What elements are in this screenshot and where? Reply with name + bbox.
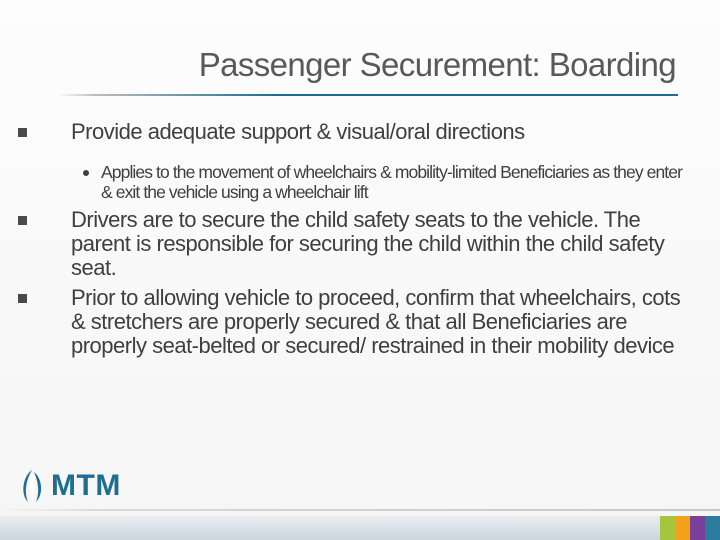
- color-swatch-4: [705, 516, 720, 540]
- bullet-item: [16, 120, 691, 144]
- color-swatch-1: [660, 516, 675, 540]
- slide-title: Passenger Securement: Boarding: [198, 46, 676, 83]
- color-swatch-2: [675, 516, 690, 540]
- mtm-logo: [18, 466, 121, 506]
- bullet-item: [16, 208, 691, 280]
- mtm-logo-mark-icon: [18, 468, 46, 504]
- footer-band: [0, 516, 720, 540]
- bullet-text: Provide adequate support & visual/oral directions: [71, 119, 525, 144]
- square-bullet-icon: [18, 216, 27, 225]
- bullet-text: Drivers are to secure the child safety seats to the vehicle. The parent is responsible for securing the child within the child safety seat.: [71, 207, 665, 280]
- bullet-list: [16, 120, 691, 364]
- sub-bullet-text: Applies to the movement of wheelchairs & mobility-limited Beneficiaries as they enter & exit the vehicle using a wheelchair lift: [101, 162, 683, 202]
- bullet-text: Prior to allowing vehicle to proceed, confirm that wheelchairs, cots & stretchers are properly secured & that all Beneficiaries are properly seat-belted or secured/ restrained in their mobility device: [71, 285, 681, 358]
- color-swatches: [660, 516, 720, 540]
- title-underline: [58, 94, 678, 96]
- color-swatch-3: [690, 516, 705, 540]
- logo-text: MTM: [51, 469, 121, 502]
- bullet-item: [16, 286, 691, 358]
- square-bullet-icon: [18, 128, 27, 137]
- footer-divider: [0, 509, 720, 511]
- sub-bullet-item: [16, 162, 691, 202]
- round-bullet-icon: [83, 170, 89, 176]
- square-bullet-icon: [18, 294, 27, 303]
